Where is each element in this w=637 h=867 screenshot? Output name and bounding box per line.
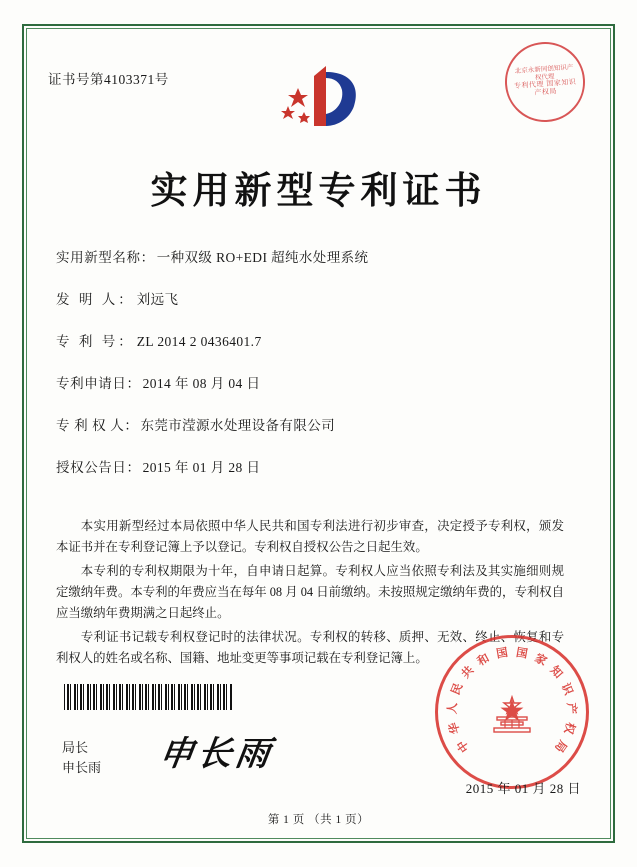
page-title: 实用新型专利证书 [150,171,487,212]
field-row [56,414,576,434]
field-row [56,456,576,476]
signature-role-label: 局长 [62,740,89,755]
handwritten-signature: 申长雨 [156,736,277,773]
field-label: 专 利 号： [56,334,135,349]
signature-block [62,738,101,778]
field-row [56,330,576,350]
certificate-number: 证书号第4103371号 [48,72,169,87]
barcode-icon [64,684,232,710]
field-value: 一种双级 RO+EDI 超纯水处理系统 [156,250,369,265]
body-paragraph: 本实用新型经过本局依照中华人民共和国专利法进行初步审查，决定授予专利权，颁发本证书并在专利登记簿上予以登记。专利权自授权公告之日起生效。 [56,519,564,555]
certificate-fields [56,246,576,498]
field-label: 授权公告日： [56,460,141,475]
national-emblem-round-seal-icon [435,635,589,789]
seal-star-icon: ★ [498,695,526,728]
body-paragraph: 专利证书记载专利权登记时的法律状况。专利权的转移、质押、无效、终止、恢复和专利权人的姓名或名称、国籍、地址变更等事项记载在专利登记簿上。 [56,629,564,665]
seal-emblem-icon [481,695,543,741]
field-value: 东莞市滢源水处理设备有限公司 [140,418,336,433]
field-label: 发 明 人： [56,292,135,307]
agency-stamp-ring-text: 北京永新同创知识产权代理 [514,64,574,82]
signature-name-label: 申长雨 [62,760,102,776]
field-row [56,288,576,308]
issue-date: 2015 年 01 月 28 日 [465,781,581,796]
field-value: 刘远飞 [136,292,179,307]
field-label: 实用新型名称： [56,250,155,265]
page-footer: 第 1 页 （共 1 页） [267,814,370,826]
field-value: 2014 年 08 月 04 日 [142,376,261,391]
field-label: 专 利 权 人： [56,418,139,433]
patent-office-logo-icon [268,62,378,134]
field-row [56,372,576,392]
seal-ring-text: 中 华 人 民 共 和 国 国 家 知 识 产 权 局 [446,646,578,754]
body-paragraph: 本专利的专利权期限为十年，自申请日起算。专利权人应当依照专利法及其实施细则规定缴纳年费。本专利的年费应当在每年 08 月 04 日前缴纳。未按照规定缴纳年费的，专利权自应当缴纳年费期满之日起终止。 [56,563,565,621]
field-value: ZL 2014 2 0436401.7 [136,334,262,349]
field-label: 专利申请日： [56,376,141,391]
field-value: 2015 年 01 月 28 日 [142,460,261,475]
agency-stamp-center-text: 专利代理 国家知识产权局 [513,79,577,98]
field-row [56,246,576,266]
